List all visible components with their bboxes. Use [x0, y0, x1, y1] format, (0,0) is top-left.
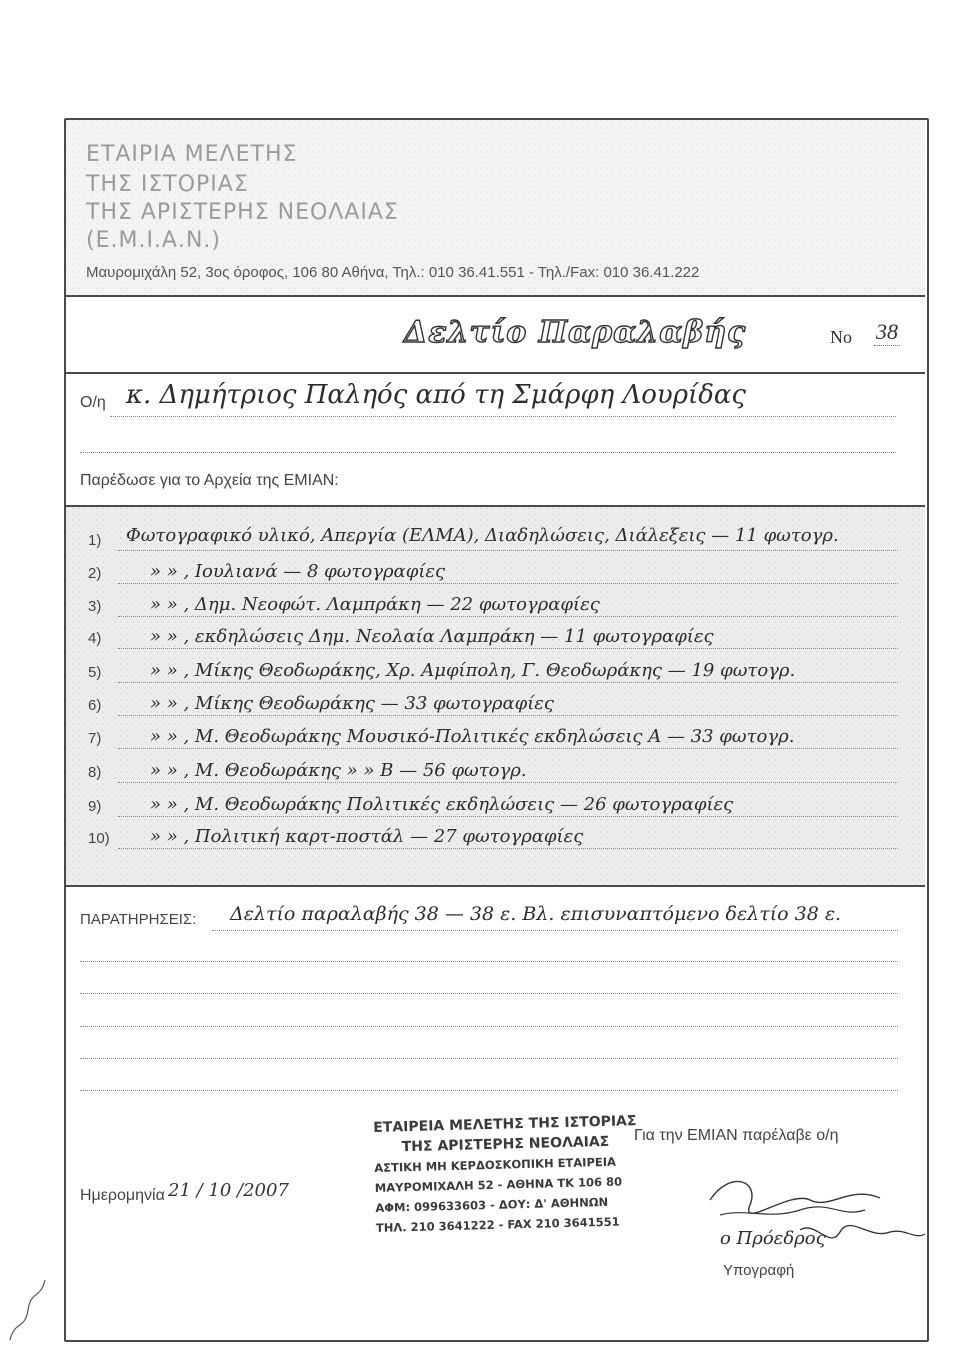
item-text[interactable]: » » , Δημ. Νεοφώτ. Λαμπράκη — 22 φωτογραφίες — [150, 594, 600, 615]
stamp-line: ΑΣΤΙΚΗ ΜΗ ΚΕΡΔΟΣΚΟΠΙΚΗ ΕΤΑΙΡΕΙΑ — [374, 1154, 617, 1175]
item-number: 2) — [88, 565, 102, 582]
item-number: 5) — [88, 664, 102, 681]
org-name-line-3: ΤΗΣ ΑΡΙΣΤΕΡΗΣ ΝΕΟΛΑΙΑΣ — [86, 200, 399, 225]
item-text[interactable]: » » , Μ. Θεοδωράκης Μουσικό-Πολιτικές εκδηλώσεις Α — 33 φωτογρ. — [150, 726, 795, 747]
stamp-line: ΤΗΣ ΑΡΙΣΤΕΡΗΣ ΝΕΟΛΑΙΑΣ — [401, 1133, 610, 1156]
item-text[interactable]: » » , Μίκης Θεοδωράκης — 33 φωτογραφίες — [150, 693, 555, 714]
item-text[interactable]: » » , Μ. Θεοδωράκης » » Β — 56 φωτογρ. — [150, 760, 527, 781]
organization-stamp — [373, 1111, 639, 1238]
item-number: 9) — [88, 798, 102, 815]
stamp-line: ΕΤΑΙΡΕΙΑ ΜΕΛΕΤΗΣ ΤΗΣ ΙΣΤΟΡΙΑΣ — [373, 1113, 637, 1136]
org-name-line-1: ΕΤΑΙΡΙΑ ΜΕΛΕΤΗΣ — [86, 142, 298, 167]
margin-scribble — [0, 1260, 60, 1350]
form-title: Δελτίο Παραλαβής — [404, 315, 747, 350]
remarks-value[interactable]: Δελτίο παραλαβής 38 — 38 ε. Βλ. επισυναπτόμενο δελτίο 38 ε. — [230, 903, 842, 925]
handwritten-signature — [690, 1160, 930, 1270]
item-number: 4) — [88, 630, 102, 647]
remarks-line — [212, 930, 898, 931]
recipient-value[interactable]: κ. Δημήτριος Παληός από τη Σμάρφη Λουρίδας — [126, 380, 746, 410]
item-text[interactable]: » » , Μίκης Θεοδωράκης, Χρ. Αμφίπολη, Γ. Θεοδωράκης — 19 φωτογρ. — [150, 660, 796, 681]
recipient-line-2 — [80, 452, 896, 453]
item-number: 7) — [88, 730, 102, 747]
title-row — [66, 297, 925, 374]
stamp-line: ΑΦΜ: 099633603 - ΔΟΥ: Δ' ΑΘΗΝΩΝ — [375, 1194, 609, 1215]
date-value[interactable]: 21 / 10 /2007 — [168, 1180, 289, 1201]
item-text[interactable]: » » , Πολιτική καρτ-ποστάλ — 27 φωτογραφίες — [150, 826, 584, 847]
receipt-number-value[interactable]: 38 — [876, 319, 898, 344]
org-acronym: (Ε.Μ.Ι.Α.Ν.) — [86, 228, 222, 253]
signature-label: Υπογραφή — [723, 1262, 795, 1279]
recipient-label: Ο/η — [80, 394, 106, 411]
item-text[interactable]: » » , Μ. Θεοδωράκης Πολιτικές εκδηλώσεις — 26 φωτογραφίες — [150, 794, 734, 815]
org-name-line-2: ΤΗΣ ΙΣΤΟΡΙΑΣ — [86, 172, 249, 197]
item-number: 8) — [88, 764, 102, 781]
item-number: 6) — [88, 697, 102, 714]
item-number: 10) — [88, 830, 110, 847]
recipient-line — [110, 416, 896, 417]
item-text[interactable]: » » , εκδηλώσεις Δημ. Νεολαία Λαμπράκη — 11 φωτογραφίες — [150, 626, 714, 647]
delivered-label: Παρέδωσε για το Αρχεία της ΕΜΙΑΝ: — [80, 472, 339, 489]
stamp-line: ΤΗΛ. 210 3641222 - FAX 210 3641551 — [375, 1214, 620, 1235]
org-address: Μαυρομιχάλη 52, 3ος όροφος, 106 80 Αθήνα, Τηλ.: 010 36.41.551 - Τηλ./Fax: 010 36.41.222 — [86, 264, 700, 281]
date-label: Ημερομηνία — [80, 1187, 165, 1204]
item-text[interactable]: » » , Ιουλιανά — 8 φωτογραφίες — [150, 561, 446, 582]
item-number: 3) — [88, 598, 102, 615]
remarks-label: ΠΑΡΑΤΗΡΗΣΕΙΣ: — [80, 911, 197, 928]
organization-header — [66, 120, 925, 297]
stamp-line: ΜΑΥΡΟΜΙΧΑΛΗ 52 - ΑΘΗΝΑ ΤΚ 106 80 — [374, 1174, 623, 1195]
item-text[interactable]: Φωτογραφικό υλικό, Απεργία (ΕΛΜΑ), Διαδηλώσεις, Διάλεξεις — 11 φωτογρ. — [126, 525, 839, 546]
signature-text: ο Πρόεδρος — [720, 1228, 826, 1249]
receipt-number-label: No — [830, 327, 852, 347]
received-by-label: Για την ΕΜΙΑΝ παρέλαβε ο/η — [634, 1127, 839, 1144]
item-number: 1) — [88, 532, 102, 549]
